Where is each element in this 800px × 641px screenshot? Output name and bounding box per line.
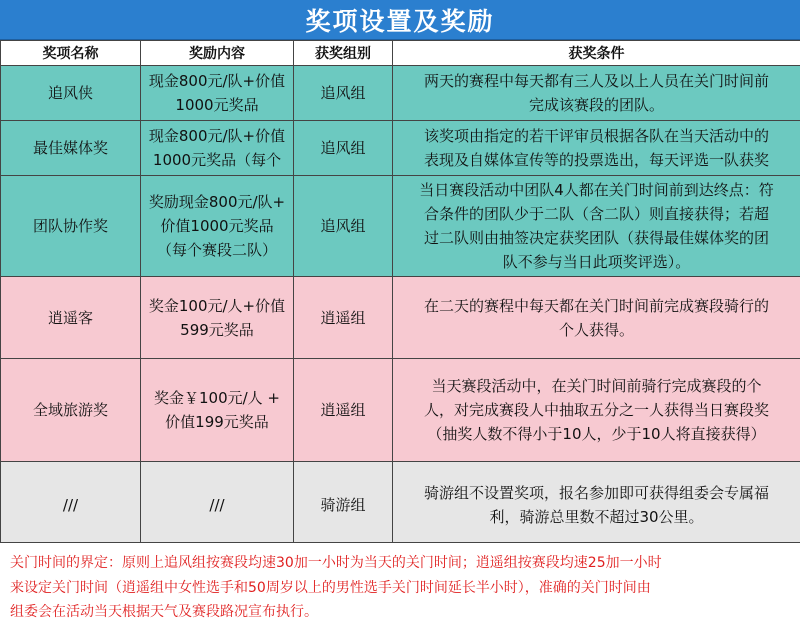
award-group: 追风组	[294, 176, 393, 277]
award-condition: 在二天的赛程中每天都在关门时间前完成赛段骑行的 个人获得。	[393, 277, 800, 359]
award-reward: 现金800元/队+价值 1000元奖品	[141, 66, 294, 121]
award-condition: 当天赛段活动中，在关门时间前骑行完成赛段的个 人，对完成赛段人中抽取五分之一人获得当日赛段奖 （抽奖人数不得小于10人，少于10人将直接获得）	[393, 359, 800, 462]
award-name: 逍遥客	[1, 277, 141, 359]
note-line: 组委会在活动当天根据天气及赛段路况宣布执行。	[10, 604, 318, 620]
award-group: 骑游组	[294, 462, 393, 548]
award-group: 逍遥组	[294, 277, 393, 359]
header-condition: 获奖条件	[393, 41, 800, 66]
award-name: ///	[1, 462, 141, 548]
award-group: 逍遥组	[294, 359, 393, 462]
award-condition: 两天的赛程中每天都有三人及以上人员在关门时间前 完成该赛段的团队。	[393, 66, 800, 121]
award-name: 团队协作奖	[1, 176, 141, 277]
table-row	[1, 121, 800, 176]
header-award-name: 奖项名称	[1, 41, 141, 66]
table-row	[1, 462, 800, 548]
award-name: 追风侠	[1, 66, 141, 121]
award-reward: 奖励现金800元/队+ 价值1000元奖品 （每个赛段二队）	[141, 176, 294, 277]
table-header-row	[1, 41, 800, 66]
award-reward: 奖金￥100元/人 + 价值199元奖品	[141, 359, 294, 462]
page-title: 奖项设置及奖励	[0, 0, 800, 40]
note-line: 关门时间的界定：原则上追风组按赛段均速30加一小时为当天的关门时间；逍遥组按赛段均速25加一小时	[10, 555, 662, 571]
closing-time-note	[0, 542, 800, 641]
award-reward: 现金800元/队+价值 1000元奖品（每个	[141, 121, 294, 176]
table-row	[1, 176, 800, 277]
award-group: 追风组	[294, 66, 393, 121]
award-reward: 奖金100元/人+价值 599元奖品	[141, 277, 294, 359]
note-line: 来设定关门时间（逍遥组中女性选手和50周岁以上的男性选手关门时间延长半小时），准确的关门时间由	[10, 579, 651, 596]
award-name: 全域旅游奖	[1, 359, 141, 462]
award-name: 最佳媒体奖	[1, 121, 141, 176]
award-condition: 骑游组不设置奖项，报名参加即可获得组委会专属福 利，骑游总里数不超过30公里。	[393, 462, 800, 548]
table-row	[1, 66, 800, 121]
table-row	[1, 277, 800, 359]
award-reward: ///	[141, 462, 294, 548]
table-row	[1, 359, 800, 462]
header-group: 获奖组别	[294, 41, 393, 66]
header-reward: 奖励内容	[141, 41, 294, 66]
award-condition: 当日赛段活动中团队4人都在关门时间前到达终点：符 合条件的团队少于二队（含二队）则直接获得；若超 过二队则由抽签决定获奖团队（获得最佳媒体奖的团 队不参与当日此项奖评选）。	[393, 176, 800, 277]
award-condition: 该奖项由指定的若干评审员根据各队在当天活动中的 表现及自媒体宣传等的投票选出，每天评选一队获奖	[393, 121, 800, 176]
awards-table	[0, 40, 800, 548]
award-group: 追风组	[294, 121, 393, 176]
